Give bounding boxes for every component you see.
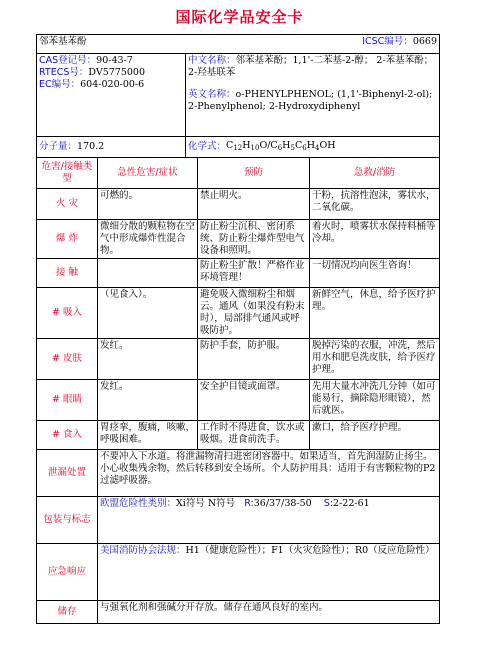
icsc-label: ICSC编号： — [362, 36, 413, 47]
table-row — [37, 379, 439, 420]
formula-label: 化学式： — [188, 141, 227, 152]
aid-cell: 干粉，抗溶性泡沫，雾状水，二氧化碳。 — [309, 189, 439, 219]
emergency-label: 应急响应 — [47, 566, 86, 577]
aid-cell: 着火时，喷雾状水保持料桶等冷却。 — [309, 220, 439, 258]
prevention-cell: 安全护目镜或面罩。 — [197, 380, 309, 420]
r-value: 36/37/38-50 — [253, 498, 312, 509]
cas-label: CAS登记号： — [39, 55, 97, 66]
prevention-cell: 避免吸入微细粉尘和烟云。通风（如果没有粉末时），局部排气通风或呼吸防护。 — [197, 288, 309, 338]
icsc-number — [360, 35, 439, 53]
formula-value: $C_{12}H_{10}O/C_6H_5C_6H_4OH$ — [226, 140, 336, 152]
r-label: R: — [244, 498, 254, 509]
mw-label: 分子量： — [39, 141, 78, 152]
prevention-cell: 防止粉尘沉积、密闭系统、防止粉尘爆炸型电气设备和照明。 — [197, 220, 309, 258]
eu-value: Xi符号 N符号 — [176, 498, 236, 509]
prevention-cell: 防止粉尘扩散！严格作业环境管理！ — [197, 259, 309, 287]
packaging-content — [97, 497, 439, 543]
molecular-weight — [37, 137, 185, 157]
packaging-row — [37, 496, 439, 543]
symptom-cell: 胃痉挛，腹痛，咳嗽，呼吸困难。 — [97, 421, 197, 449]
eu-label: 欧盟危险性类别： — [100, 498, 177, 509]
column-header: 急救/消防 — [309, 158, 439, 188]
symptom-cell: 发红。 — [97, 339, 197, 379]
column-header: 预防 — [197, 158, 309, 188]
symptom-cell: （见食入）。 — [97, 288, 197, 338]
row-label: # 食入 — [52, 429, 82, 440]
symptom-cell — [97, 259, 197, 287]
emergency-row — [37, 543, 439, 600]
page-title: 国际化学品安全卡 — [175, 8, 304, 26]
aid-cell: 先用大量水冲洗几分钟（如可能易行，摘除隐形眼镜），然后就医。 — [309, 380, 439, 420]
table-header — [37, 157, 439, 188]
row-label: 爆 炸 — [55, 233, 79, 244]
molecular-row — [37, 136, 439, 157]
storage-row — [37, 600, 439, 623]
chemical-name: 邻苯基苯酚 — [39, 36, 87, 47]
safety-card — [36, 34, 440, 624]
table-row — [37, 338, 439, 379]
row-label: # 皮肤 — [52, 353, 82, 364]
icsc-value: 0669 — [412, 36, 437, 47]
storage-text: 与强氧化剂和强碱分开存放。储存在通风良好的室内。 — [97, 601, 439, 623]
s-value: 2-22-61 — [333, 498, 370, 509]
nfpa-value: H1（健康危险性）；F1（火灾危险性）；R0（反应危险性） — [185, 545, 435, 556]
prevention-cell: 禁止明火。 — [197, 189, 309, 219]
row-label: 火 灾 — [55, 198, 79, 209]
emergency-content — [97, 544, 439, 600]
cn-name-label: 中文名称： — [188, 55, 236, 66]
rtecs-label: RTECS号： — [39, 67, 89, 78]
leak-text: 不要冲入下水道。将泄漏物清扫进密闭容器中。如果适当，首先润湿防止扬尘。小心收集残余物，然后转移到安全场所。个人防护用具：适用于有害颗粒物的P2过滤呼吸器。 — [97, 450, 439, 496]
cas-value: 90-43-7 — [96, 55, 133, 66]
en-name-value: o-PHENYLPHENOL; (1,1'-Biphenyl-2-ol); 2-Phenylphenol; 2-Hydroxydiphenyl — [188, 89, 433, 112]
row-label: # 吸入 — [52, 307, 82, 318]
cn-name-value: 邻苯基苯酚；1,1'-二苯基-2-醇； 2-苯基苯酚；2-羟基联苯 — [188, 55, 434, 78]
leak-row — [37, 449, 439, 496]
table-row — [37, 219, 439, 258]
ec-value: 604-020-00-6 — [80, 79, 145, 90]
table-row — [37, 258, 439, 287]
aid-cell: 一切情况均向医生咨询！ — [309, 259, 439, 287]
symptom-cell: 发红。 — [97, 380, 197, 420]
column-header: 急性危害/症状 — [97, 158, 197, 188]
names — [185, 54, 439, 136]
ec-label: EC编号： — [39, 79, 81, 90]
prevention-cell: 工作时不得进食，饮水或吸烟。进食前洗手。 — [197, 421, 309, 449]
prevention-cell: 防护手套，防护服。 — [197, 339, 309, 379]
aid-cell: 漱口，给予医疗护理。 — [309, 421, 439, 449]
row-label: # 眼睛 — [52, 394, 82, 405]
rtecs-value: DV5775000 — [88, 67, 146, 78]
en-name-label: 英文名称： — [188, 89, 236, 100]
header-row — [37, 35, 439, 53]
chemical-formula — [185, 137, 439, 157]
symptom-cell: 微细分散的颗粒物在空气中形成爆炸性混合物。 — [97, 220, 197, 258]
nfpa-label: 美国消防协会法规： — [100, 545, 186, 556]
table-row — [37, 287, 439, 338]
packaging-label: 包装与标志 — [43, 514, 91, 525]
aid-cell: 脱掉污染的衣服，冲洗，然后用水和肥皂洗皮肤，给予医疗护理。 — [309, 339, 439, 379]
s-label: S: — [323, 498, 334, 509]
symptom-cell: 可燃的。 — [97, 189, 197, 219]
column-header: 危害/接触类型 — [41, 161, 93, 184]
leak-label: 泄漏处置 — [47, 467, 86, 478]
row-label: 接 触 — [55, 267, 79, 278]
identifiers-row — [37, 53, 439, 136]
table-row — [37, 420, 439, 449]
registry-ids — [37, 54, 185, 136]
storage-label: 储存 — [57, 606, 77, 617]
mw-value: 170.2 — [77, 141, 105, 152]
table-row — [37, 188, 439, 219]
aid-cell: 新鲜空气，休息，给予医疗护理。 — [309, 288, 439, 338]
